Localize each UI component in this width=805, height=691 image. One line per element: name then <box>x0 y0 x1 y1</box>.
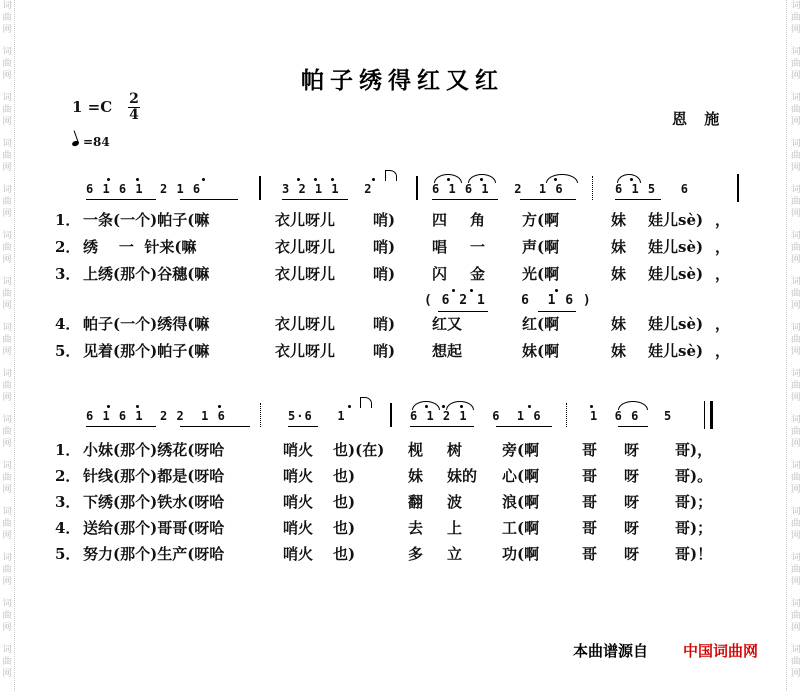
measure-1-2: 3 2 1 1 2 <box>282 182 373 196</box>
watermark-char: 曲 <box>791 151 801 161</box>
watermark-char: 词 <box>791 139 801 149</box>
measure-1-3: 6 1 6 1 2 1 6 <box>432 182 564 196</box>
watermark-char: 曲 <box>791 13 801 23</box>
beam <box>288 426 318 427</box>
watermark-char: 词 <box>2 461 12 471</box>
beam <box>615 199 661 200</box>
lyric-segment: 针线(那个)都是(呀哈 <box>83 467 225 485</box>
lyric-line-verse-2 <box>55 236 755 258</box>
verse-number: 3． <box>55 265 81 283</box>
watermark-char: 网 <box>791 163 801 173</box>
watermark-char: 网 <box>791 393 801 403</box>
slur <box>618 401 648 410</box>
lyric-segment: 见着(那个)帕子(嘛 <box>83 342 210 360</box>
watermark-gap <box>789 128 803 138</box>
watermark-char: 词 <box>2 415 12 425</box>
lyric-segment: 旁(啊 <box>502 441 540 459</box>
octave-dot <box>331 178 334 181</box>
lyric-segment: 衣儿呀儿 <box>275 211 336 229</box>
watermark-char: 曲 <box>2 243 12 253</box>
watermark-gap <box>789 358 803 368</box>
lyric-segment: 角 <box>470 211 486 229</box>
watermark-char: 曲 <box>2 105 12 115</box>
watermark-char: 词 <box>2 93 12 103</box>
watermark-char: 网 <box>2 531 12 541</box>
watermark-gap <box>789 266 803 276</box>
watermark-char: 曲 <box>2 611 12 621</box>
octave-dot <box>442 405 445 408</box>
verse-number: 5． <box>55 545 81 563</box>
octave-dot <box>480 178 483 181</box>
watermark-gap <box>0 128 14 138</box>
lyric-segment: 哨) <box>373 211 396 229</box>
watermark-char: 网 <box>2 393 12 403</box>
watermark-char: 曲 <box>791 197 801 207</box>
octave-dot <box>297 178 300 181</box>
lyric-segment: 枧 <box>408 441 424 459</box>
lyric-segment: 立 <box>447 545 463 563</box>
watermark-gap <box>0 450 14 460</box>
lyric-segment: 哨) <box>373 315 396 333</box>
watermark-char: 曲 <box>791 105 801 115</box>
lyric-segment: 衣儿呀儿 <box>275 315 336 333</box>
watermark-char: 曲 <box>2 59 12 69</box>
watermark-gap <box>0 220 14 230</box>
verse-number: 4． <box>55 315 81 333</box>
watermark-char: 词 <box>791 553 801 563</box>
beam <box>410 426 474 427</box>
watermark-char: 网 <box>791 577 801 587</box>
lyric-line-verse-3 <box>55 263 755 285</box>
watermark-char: 网 <box>791 71 801 81</box>
beam <box>180 426 250 427</box>
lyric-segment: 翻 <box>408 493 424 511</box>
tempo-value: =84 <box>83 135 110 149</box>
lyric-segment: 呀 <box>624 519 640 537</box>
verse-number: 1． <box>55 211 81 229</box>
watermark-char: 曲 <box>791 519 801 529</box>
watermark-char: 网 <box>2 209 12 219</box>
right-divider <box>786 0 787 691</box>
lyric-segment: 红又 <box>432 315 463 333</box>
lyric-segment: 哨火 <box>283 519 314 537</box>
beam <box>520 199 576 200</box>
lyric-segment: 哨) <box>373 265 396 283</box>
lyric-segment: 哥)； <box>675 493 713 511</box>
lyric-segment: 哥 <box>582 441 598 459</box>
lyric-segment: 哨火 <box>283 441 314 459</box>
watermark-char: 词 <box>791 323 801 333</box>
left-divider <box>14 0 15 691</box>
lyric-segment: 小妹(那个)绣花(呀哈 <box>83 441 225 459</box>
watermark-gap <box>0 680 14 690</box>
measure-2-1: 6 1 6 1 2 2 1 6 <box>86 409 226 423</box>
lyric-segment: 努力(那个)生产(呀哈 <box>83 545 225 563</box>
quarter-note-icon <box>71 140 79 147</box>
lyric-segment: 送给(那个)哥哥(呀哈 <box>83 519 225 537</box>
time-numerator: 2 <box>129 91 139 107</box>
lyric-segment: 妹 <box>611 315 627 333</box>
watermark-char: 曲 <box>791 59 801 69</box>
octave-dot <box>590 405 593 408</box>
octave-dot <box>554 178 557 181</box>
final-barline <box>704 401 713 429</box>
watermark-char: 网 <box>2 255 12 265</box>
octave-dot <box>470 289 473 292</box>
lyric-segment: 呀 <box>624 493 640 511</box>
measure-1-1: 6 1 6 1 2 1 6 <box>86 182 202 196</box>
lyric-segment: 心(啊 <box>502 467 540 485</box>
watermark-char: 网 <box>791 301 801 311</box>
watermark-char: 词 <box>791 93 801 103</box>
lyric-segment: 声(啊 <box>522 238 560 256</box>
lyric-segment: 衣儿呀儿 <box>275 342 336 360</box>
lyric-segment: 哥)， <box>675 441 713 459</box>
octave-dot <box>136 405 139 408</box>
watermark-char: 词 <box>791 369 801 379</box>
watermark-char: 网 <box>791 531 801 541</box>
source-label: 本曲谱源自 <box>573 642 649 660</box>
lyric-segment: 哥)； <box>675 519 713 537</box>
octave-dot <box>314 178 317 181</box>
watermark-gap <box>789 36 803 46</box>
octave-dot <box>107 178 110 181</box>
lyric-segment: 上绣(那个)谷穗(嘛 <box>83 265 210 283</box>
dotted-barline <box>566 403 567 427</box>
watermark-char: 曲 <box>2 289 12 299</box>
lyric-line-verse-2 <box>55 465 755 487</box>
watermark-char: 词 <box>791 599 801 609</box>
watermark-char: 词 <box>2 369 12 379</box>
watermark-char: 词 <box>791 1 801 11</box>
watermark-char: 词 <box>2 1 12 11</box>
barline <box>390 403 392 427</box>
lyric-segment: 多 <box>408 545 424 563</box>
lyric-segment: 也) <box>333 545 356 563</box>
slur <box>617 174 641 183</box>
lyric-segment: 娃儿sè) <box>648 265 704 283</box>
watermark-char: 网 <box>791 209 801 219</box>
octave-dot <box>447 178 450 181</box>
watermark-char: 曲 <box>2 335 12 345</box>
watermark-char: 网 <box>2 577 12 587</box>
watermark-gap <box>0 634 14 644</box>
watermark-char: 词 <box>2 553 12 563</box>
octave-dot <box>528 405 531 408</box>
lyric-line-verse-1 <box>55 209 755 231</box>
watermark-gap <box>789 634 803 644</box>
beam <box>86 199 156 200</box>
lyric-segment: ， <box>715 342 731 360</box>
time-signature <box>127 92 141 123</box>
watermark-char: 词 <box>2 645 12 655</box>
beam <box>496 426 552 427</box>
lyric-segment: 也) <box>333 493 356 511</box>
lyric-segment: 树 <box>447 441 463 459</box>
watermark-char: 网 <box>2 301 12 311</box>
beam <box>180 199 238 200</box>
watermark-char: 曲 <box>2 381 12 391</box>
watermark-char: 词 <box>2 507 12 517</box>
watermark-char: 词 <box>791 415 801 425</box>
lyric-line-verse-4 <box>55 313 755 335</box>
watermark-gap <box>789 542 803 552</box>
tie-mark <box>385 170 397 181</box>
time-denominator: 4 <box>129 107 139 123</box>
watermark-char: 曲 <box>2 427 12 437</box>
lyric-line-verse-4 <box>55 517 755 539</box>
lyric-segment: 哨火 <box>283 493 314 511</box>
watermark-char: 网 <box>791 255 801 265</box>
lyric-segment: ， <box>715 238 731 256</box>
lyric-segment: 浪(啊 <box>502 493 540 511</box>
octave-dot <box>348 405 351 408</box>
lyric-segment: 哨) <box>373 238 396 256</box>
watermark-char: 词 <box>791 645 801 655</box>
lyric-segment: 娃儿sè) <box>648 211 704 229</box>
lyric-segment: 娃儿sè) <box>648 238 704 256</box>
lyric-segment: 功(啊 <box>502 545 540 563</box>
lyric-segment: 下绣(那个)铁水(呀哈 <box>83 493 225 511</box>
verse-number: 1． <box>55 441 81 459</box>
watermark-gap <box>789 588 803 598</box>
lyric-segment: 绣 一 针来(嘛 <box>83 238 197 256</box>
alternate-measure: ( 6 2 1 6 1 6 ) <box>424 293 592 308</box>
verse-number: 4． <box>55 519 81 537</box>
lyric-segment: 娃儿sè) <box>648 342 704 360</box>
watermark-char: 网 <box>2 669 12 679</box>
lyric-segment: 也)(在) <box>333 441 385 459</box>
lyric-segment: 妹(啊 <box>522 342 560 360</box>
watermark-gap <box>789 680 803 690</box>
watermark-char: 网 <box>791 623 801 633</box>
key-signature: 1 =C <box>72 98 113 116</box>
right-watermark-strip <box>789 0 803 691</box>
lyric-segment: 娃儿sè) <box>648 315 704 333</box>
lyric-segment: 也) <box>333 519 356 537</box>
lyric-segment: 想起 <box>432 342 463 360</box>
watermark-char: 网 <box>2 439 12 449</box>
lyric-segment: 上 <box>447 519 463 537</box>
octave-dot <box>452 289 455 292</box>
watermark-char: 词 <box>791 507 801 517</box>
watermark-char: 词 <box>2 277 12 287</box>
watermark-char: 词 <box>791 185 801 195</box>
watermark-char: 网 <box>2 485 12 495</box>
watermark-char: 词 <box>791 461 801 471</box>
lyric-segment: 呀 <box>624 467 640 485</box>
watermark-char: 网 <box>2 347 12 357</box>
lyric-line-verse-1 <box>55 439 755 461</box>
lyric-segment: 妹 <box>611 238 627 256</box>
lyric-line-verse-5 <box>55 340 755 362</box>
watermark-char: 曲 <box>791 565 801 575</box>
source-site-link[interactable]: 中国词曲网 <box>683 642 759 660</box>
watermark-char: 曲 <box>2 519 12 529</box>
song-title: 帕子绣得红又红 <box>301 68 504 94</box>
watermark-gap <box>0 542 14 552</box>
measure-2-2: 5·6 1 <box>288 409 346 423</box>
lyric-segment: 妹 <box>408 467 424 485</box>
lyric-segment: ， <box>715 265 731 283</box>
lyric-line-verse-5 <box>55 543 755 565</box>
dotted-barline <box>260 403 261 427</box>
watermark-char: 网 <box>2 71 12 81</box>
watermark-char: 词 <box>791 47 801 57</box>
lyric-segment: 妹 <box>611 211 627 229</box>
watermark-gap <box>0 36 14 46</box>
measure-2-4: 1 6 6 5 <box>590 409 673 423</box>
lyric-segment: 一 <box>470 238 486 256</box>
lyric-segment: 衣儿呀儿 <box>275 265 336 283</box>
slur <box>546 174 578 183</box>
watermark-char: 曲 <box>791 289 801 299</box>
watermark-char: 网 <box>791 25 801 35</box>
lyric-segment: 去 <box>408 519 424 537</box>
watermark-char: 曲 <box>2 151 12 161</box>
watermark-char: 词 <box>2 323 12 333</box>
lyric-segment: 哥 <box>582 545 598 563</box>
composer-credit: 恩 施 <box>672 110 726 128</box>
watermark-char: 曲 <box>791 243 801 253</box>
lyric-segment: 工(啊 <box>502 519 540 537</box>
beam <box>86 426 156 427</box>
watermark-char: 词 <box>791 277 801 287</box>
watermark-char: 曲 <box>791 657 801 667</box>
watermark-char: 曲 <box>2 473 12 483</box>
octave-dot <box>136 178 139 181</box>
lyric-segment: ， <box>715 315 731 333</box>
lyric-segment: 呀 <box>624 441 640 459</box>
watermark-gap <box>0 266 14 276</box>
watermark-char: 网 <box>2 25 12 35</box>
watermark-char: 网 <box>791 117 801 127</box>
octave-dot <box>218 405 221 408</box>
notation-line-1 <box>0 172 805 208</box>
lyric-segment: 四 <box>432 211 448 229</box>
lyric-segment: 帕子(一个)绣得(嘛 <box>83 315 210 333</box>
watermark-char: 曲 <box>2 197 12 207</box>
beam <box>538 311 576 312</box>
lyric-segment: 哥)。 <box>675 467 713 485</box>
lyric-segment: 妹 <box>611 265 627 283</box>
watermark-char: 网 <box>2 163 12 173</box>
watermark-char: 曲 <box>791 381 801 391</box>
barline <box>259 176 261 200</box>
verse-number: 5． <box>55 342 81 360</box>
dotted-barline <box>592 176 593 200</box>
beam <box>282 199 348 200</box>
lyric-segment: 妹 <box>611 342 627 360</box>
lyric-segment: 哥 <box>582 519 598 537</box>
lyric-segment: 哨火 <box>283 467 314 485</box>
watermark-char: 曲 <box>791 427 801 437</box>
watermark-char: 词 <box>2 231 12 241</box>
watermark-char: 词 <box>2 599 12 609</box>
measure-1-4: 6 1 5 6 <box>615 182 690 196</box>
octave-dot <box>107 405 110 408</box>
beam <box>432 199 498 200</box>
watermark-gap <box>789 220 803 230</box>
lyric-segment: 光(啊 <box>522 265 560 283</box>
watermark-char: 词 <box>2 139 12 149</box>
left-watermark-strip <box>0 0 14 691</box>
watermark-char: 网 <box>791 439 801 449</box>
watermark-char: 曲 <box>791 335 801 345</box>
watermark-char: 曲 <box>2 13 12 23</box>
lyric-segment: 衣儿呀儿 <box>275 238 336 256</box>
octave-dot <box>460 405 463 408</box>
octave-dot <box>630 178 633 181</box>
lyric-segment: ， <box>715 211 731 229</box>
lyric-segment: 妹的 <box>447 467 478 485</box>
octave-dot <box>202 178 205 181</box>
lyric-line-verse-3 <box>55 491 755 513</box>
octave-dot <box>425 405 428 408</box>
watermark-gap <box>0 358 14 368</box>
watermark-gap <box>0 496 14 506</box>
watermark-char: 网 <box>2 623 12 633</box>
lyric-segment: 哨火 <box>283 545 314 563</box>
lyric-segment: 一条(一个)帕子(嘛 <box>83 211 210 229</box>
watermark-char: 曲 <box>791 473 801 483</box>
watermark-char: 网 <box>791 669 801 679</box>
tempo-marking <box>72 135 110 149</box>
watermark-gap <box>789 450 803 460</box>
watermark-char: 曲 <box>2 565 12 575</box>
octave-dot <box>555 289 558 292</box>
lyric-segment: 闪 <box>432 265 448 283</box>
lyric-segment: 哥 <box>582 467 598 485</box>
verse-number: 2． <box>55 467 81 485</box>
watermark-char: 词 <box>2 47 12 57</box>
watermark-char: 网 <box>791 347 801 357</box>
lyric-segment: 方(啊 <box>522 211 560 229</box>
verse-number: 2． <box>55 238 81 256</box>
lyric-segment: 唱 <box>432 238 448 256</box>
verse-number: 3． <box>55 493 81 511</box>
watermark-char: 词 <box>791 231 801 241</box>
lyric-segment: 波 <box>447 493 463 511</box>
notation-line-2 <box>0 399 805 435</box>
watermark-char: 网 <box>791 485 801 495</box>
lyric-segment: 红(啊 <box>522 315 560 333</box>
beam <box>618 426 648 427</box>
lyric-segment: 哥 <box>582 493 598 511</box>
lyric-segment: 金 <box>470 265 486 283</box>
tie-mark <box>360 397 372 408</box>
watermark-char: 词 <box>2 185 12 195</box>
watermark-gap <box>789 496 803 506</box>
lyric-segment: 呀 <box>624 545 640 563</box>
measure-2-3: 6 1 2 1 6 1 6 <box>410 409 542 423</box>
lyric-segment: 哥)！ <box>675 545 713 563</box>
watermark-char: 曲 <box>791 611 801 621</box>
barline <box>737 174 739 202</box>
barline <box>416 176 418 200</box>
watermark-gap <box>0 588 14 598</box>
lyric-segment: 哨) <box>373 342 396 360</box>
lyric-segment: 也) <box>333 467 356 485</box>
watermark-char: 网 <box>2 117 12 127</box>
octave-dot <box>372 178 375 181</box>
watermark-char: 曲 <box>2 657 12 667</box>
beam <box>438 311 488 312</box>
